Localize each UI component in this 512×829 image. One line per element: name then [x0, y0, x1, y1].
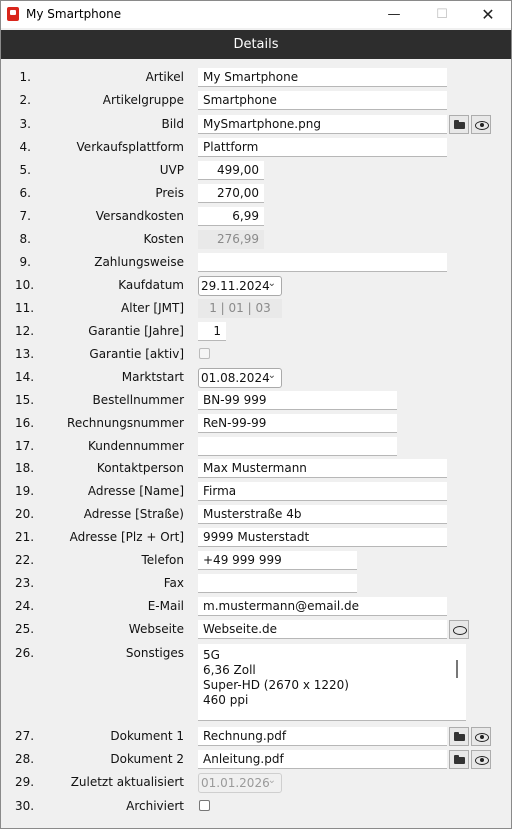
- row-number: 2.: [19, 93, 31, 107]
- field-label: Artikelgruppe: [102, 93, 184, 107]
- chevron-down-icon: ⌄: [267, 370, 276, 381]
- row-number: 12.: [15, 324, 35, 338]
- bild-browse-button[interactable]: [449, 115, 469, 134]
- minimize-button[interactable]: [371, 1, 417, 28]
- field-label: Bestellnummer: [92, 393, 184, 407]
- webseite-view-button[interactable]: [449, 620, 469, 639]
- versandkosten-input[interactable]: 6,99: [198, 207, 264, 226]
- artikel-input[interactable]: My Smartphone: [198, 68, 447, 87]
- row-garantie-jahre: [1, 322, 511, 341]
- row-artikelgruppe: [1, 91, 511, 110]
- field-label: Adresse [Straße): [83, 507, 184, 521]
- dokument-2-input[interactable]: Anleitung.pdf: [198, 750, 447, 769]
- chevron-down-icon: ⌄: [267, 775, 276, 786]
- row-sonstiges: [1, 644, 511, 724]
- field-label: Adresse [Name]: [87, 484, 184, 498]
- field-label: Alter [JMT]: [121, 301, 184, 315]
- row-fax: [1, 574, 511, 593]
- row-verkaufsplattform: [1, 138, 511, 157]
- row-garantie-aktiv: [1, 345, 511, 364]
- chevron-down-icon: ⌄: [267, 278, 276, 289]
- date-value: 29.11.2024: [201, 279, 270, 293]
- preis-input[interactable]: 270,00: [198, 184, 264, 203]
- field-label: Rechnungsnummer: [67, 416, 184, 430]
- row-zahlungsweise: [1, 253, 511, 272]
- textarea-line: Super-HD (2670 x 1220): [203, 678, 349, 692]
- field-label: Webseite: [128, 622, 184, 636]
- close-icon: ✕: [481, 5, 495, 24]
- fax-input[interactable]: [198, 574, 357, 593]
- sonstiges-textarea[interactable]: [198, 644, 466, 721]
- row-preis: [1, 184, 511, 203]
- adresse-name-input[interactable]: Firma: [198, 482, 447, 501]
- row-kaufdatum: [1, 276, 511, 295]
- dokument-1-view-button[interactable]: [471, 727, 491, 746]
- artikelgruppe-input[interactable]: Smartphone: [198, 91, 447, 110]
- field-label: Bild: [161, 117, 184, 131]
- row-number: 15.: [15, 393, 35, 407]
- garantie-aktiv-checkbox: [199, 348, 210, 359]
- row-number: 17.: [15, 439, 35, 453]
- app-icon: [7, 7, 19, 21]
- field-label: Adresse [Plz + Ort]: [69, 530, 184, 544]
- kontaktperson-input[interactable]: Max Mustermann: [198, 459, 447, 478]
- dokument-1-browse-button[interactable]: [449, 727, 469, 746]
- date-value: 01.01.2026: [201, 776, 270, 790]
- row-artikel: [1, 68, 511, 87]
- row-versandkosten: [1, 207, 511, 226]
- telefon-input[interactable]: +49 999 999: [198, 551, 357, 570]
- row-number: 28.: [15, 752, 35, 766]
- field-label: Preis: [155, 186, 184, 200]
- row-number: 13.: [15, 347, 35, 361]
- row-number: 9.: [19, 255, 31, 269]
- row-number: 5.: [19, 163, 31, 177]
- row-number: 10.: [15, 278, 35, 292]
- row-dokument-2: [1, 750, 511, 769]
- field-label: UVP: [159, 163, 184, 177]
- field-label: Garantie [aktiv]: [89, 347, 184, 361]
- row-number: 24.: [15, 599, 35, 613]
- zuletzt-aktualisiert-picker: [198, 773, 282, 793]
- row-number: 20.: [15, 507, 35, 521]
- title-bar: [1, 1, 511, 28]
- row-number: 18.: [15, 461, 35, 475]
- email-input[interactable]: m.mustermann@email.de: [198, 597, 447, 616]
- section-header: Details: [1, 30, 511, 59]
- row-number: 8.: [19, 232, 31, 246]
- row-bestellnummer: [1, 391, 511, 410]
- archiviert-checkbox[interactable]: [199, 800, 210, 811]
- row-bild: [1, 115, 511, 134]
- row-telefon: [1, 551, 511, 570]
- row-number: 26.: [15, 646, 35, 660]
- row-number: 25.: [15, 622, 35, 636]
- dokument-1-input[interactable]: Rechnung.pdf: [198, 727, 447, 746]
- row-number: 6.: [19, 186, 31, 200]
- field-label: Zuletzt aktualisiert: [70, 775, 184, 789]
- eye-icon: [453, 626, 467, 635]
- field-label: Artikel: [145, 70, 184, 84]
- bild-view-button[interactable]: [471, 115, 491, 134]
- row-number: 1.: [19, 70, 31, 84]
- row-adresse-plz-ort: [1, 528, 511, 547]
- textarea-line: 6,36 Zoll: [203, 663, 256, 677]
- uvp-input[interactable]: 499,00: [198, 161, 264, 180]
- close-button[interactable]: [465, 1, 511, 28]
- minimize-icon: —: [387, 7, 401, 22]
- row-number: 19.: [15, 484, 35, 498]
- row-kontaktperson: [1, 459, 511, 478]
- row-number: 23.: [15, 576, 35, 590]
- row-kosten: [1, 230, 511, 249]
- field-label: Sonstiges: [125, 646, 184, 660]
- row-adresse-name: [1, 482, 511, 501]
- rechnungsnummer-input[interactable]: ReN-99-99: [198, 414, 397, 433]
- row-archiviert: [1, 797, 511, 816]
- row-marktstart: [1, 368, 511, 387]
- row-dokument-1: [1, 727, 511, 746]
- webseite-input[interactable]: Webseite.de: [198, 620, 447, 639]
- kundennummer-input[interactable]: [198, 437, 397, 456]
- textarea-line: 5G: [203, 648, 220, 662]
- row-number: 3.: [19, 117, 31, 131]
- verkaufsplattform-input[interactable]: Plattform: [198, 138, 447, 157]
- dokument-2-browse-button[interactable]: [449, 750, 469, 769]
- row-number: 22.: [15, 553, 35, 567]
- row-alter: [1, 299, 511, 318]
- row-uvp: [1, 161, 511, 180]
- row-webseite: [1, 620, 511, 639]
- field-label: Zahlungsweise: [94, 255, 184, 269]
- field-label: Kundennummer: [88, 439, 184, 453]
- garantie-jahre-input[interactable]: 1: [198, 322, 226, 341]
- date-value: 01.08.2024: [201, 371, 270, 385]
- maximize-button[interactable]: [419, 1, 465, 28]
- row-number: 14.: [15, 370, 35, 384]
- field-label: Kontaktperson: [96, 461, 184, 475]
- textarea-line: 460 ppi: [203, 693, 249, 707]
- textarea-scrollbar[interactable]: [456, 660, 458, 678]
- field-label: Garantie [Jahre]: [88, 324, 184, 338]
- row-rechnungsnummer: [1, 414, 511, 433]
- row-number: 16.: [15, 416, 35, 430]
- adresse-strasse-input[interactable]: Musterstraße 4b: [198, 505, 447, 524]
- adresse-plz-ort-input[interactable]: 9999 Musterstadt: [198, 528, 447, 547]
- window-title: My Smartphone: [26, 7, 122, 21]
- row-number: 27.: [15, 729, 35, 743]
- zahlungsweise-input[interactable]: [198, 253, 447, 272]
- field-label: Fax: [163, 576, 184, 590]
- field-label: Verkaufsplattform: [76, 140, 184, 154]
- field-label: Archiviert: [126, 799, 184, 813]
- field-label: Kaufdatum: [118, 278, 184, 292]
- field-label: Kosten: [143, 232, 184, 246]
- field-label: Marktstart: [121, 370, 184, 384]
- bild-input[interactable]: MySmartphone.png: [198, 115, 447, 134]
- field-label: E-Mail: [147, 599, 184, 613]
- row-number: 11.: [15, 301, 35, 315]
- field-label: Dokument 1: [110, 729, 184, 743]
- bestellnummer-input[interactable]: BN-99 999: [198, 391, 397, 410]
- row-number: 21.: [15, 530, 35, 544]
- row-number: 7.: [19, 209, 31, 223]
- row-number: 4.: [19, 140, 31, 154]
- maximize-icon: ☐: [436, 7, 448, 22]
- field-label: Dokument 2: [110, 752, 184, 766]
- kaufdatum-picker[interactable]: [198, 276, 282, 296]
- row-email: [1, 597, 511, 616]
- field-label: Versandkosten: [95, 209, 184, 223]
- alter-field: 1 | 01 | 03: [198, 299, 282, 318]
- row-number: 30.: [15, 799, 35, 813]
- dokument-2-view-button[interactable]: [471, 750, 491, 769]
- row-kundennummer: [1, 437, 511, 456]
- row-number: 29.: [15, 775, 35, 789]
- marktstart-picker[interactable]: [198, 368, 282, 388]
- row-adresse-strasse: [1, 505, 511, 524]
- row-zuletzt-aktualisiert: [1, 773, 511, 792]
- field-label: Telefon: [141, 553, 184, 567]
- kosten-field: 276,99: [198, 230, 264, 249]
